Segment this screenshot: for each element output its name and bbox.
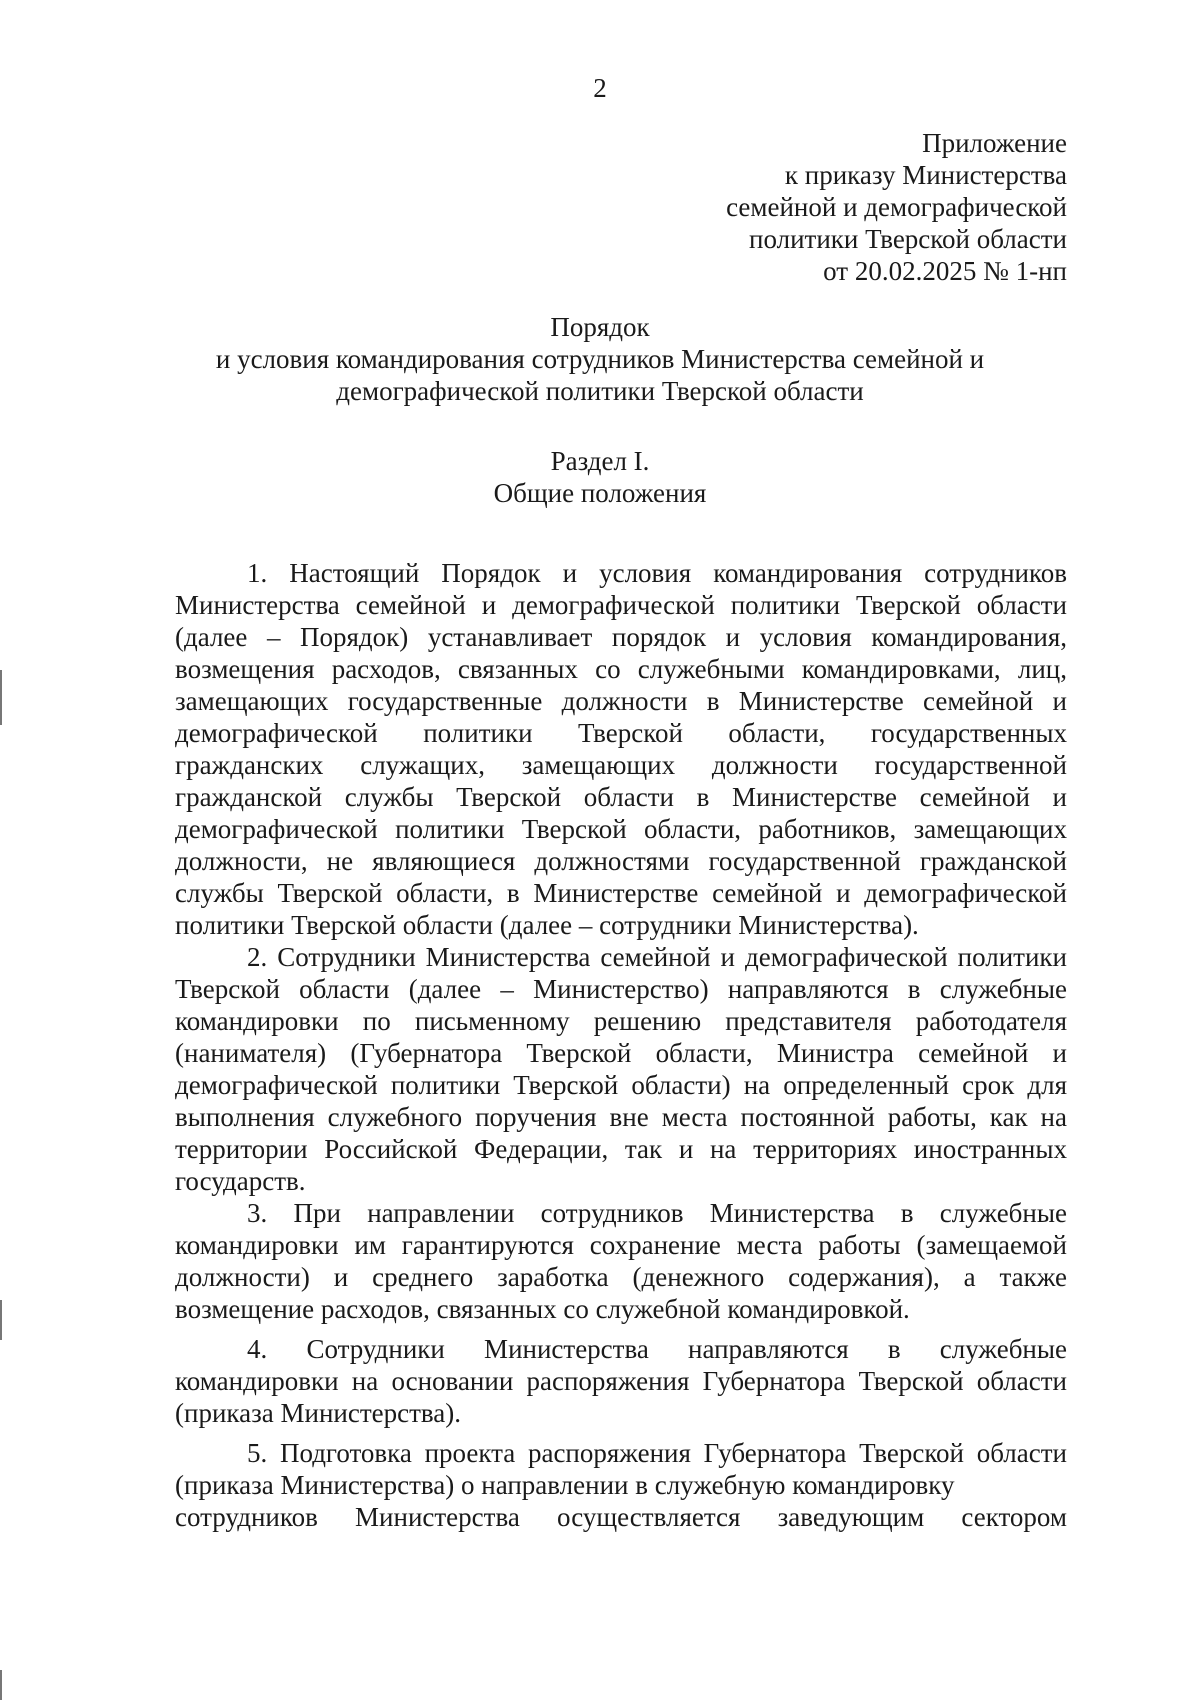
scan-edge-mark	[0, 1670, 2, 1700]
paragraph-3: 3. При направлении сотрудников Министерства в служебные командировки им гарантируются сохранение места работы (замещаемой должности) и среднего заработка (денежного содержания), а также возмещение расходов, связанных со служебной командировкой.	[175, 1198, 1067, 1324]
paragraph-5: 5. Подготовка проекта распоряжения Губернатора Тверской области (приказа Министерства) о направлении в служебную командировку	[175, 1438, 1067, 1500]
section-name: Общие положения	[493, 478, 707, 508]
scan-edge-mark	[0, 1300, 2, 1340]
page-number: 2	[593, 73, 607, 103]
word: сектором	[961, 1502, 1067, 1532]
paragraph-5-continuation	[175, 1501, 1067, 1533]
paragraph-2: 2. Сотрудники Министерства семейной и демографической политики Тверской области (далее – Министерство) направляются в служебные командировки по письменному решению представителя работодателя (нанимателя) (Губернатора Тверской области, Министра семейной и демографической политики Тверской области) на определенный срок для выполнения служебного поручения вне места постоянной работы, как на территории Российской Федерации, так и на территориях иностранных государств.	[175, 942, 1067, 1196]
word: заведующим	[777, 1502, 925, 1532]
appendix-line: политики Тверской области	[749, 224, 1067, 254]
appendix-line: от 20.02.2025 № 1-нп	[823, 256, 1067, 286]
title-line: демографической политики Тверской области	[336, 376, 864, 406]
paragraph-4: 4. Сотрудники Министерства направляются в служебные командировки на основании распоряжения Губернатора Тверской области (приказа Министерства).	[175, 1334, 1067, 1428]
word: сотрудников	[175, 1502, 318, 1532]
appendix-line: Приложение	[922, 128, 1067, 158]
paragraph-1: 1. Настоящий Порядок и условия командирования сотрудников Министерства семейной и демографической политики Тверской области (далее – Порядок) устанавливает порядок и условия командирования, возмещения расходов, связанных со служебными командировками, лиц, замещающих государственные должности в Министерстве семейной и демографической политики Тверской области, государственных гражданских служащих, замещающих должности государственной гражданской службы Тверской области в Министерстве семейной и демографической политики Тверской области, работников, замещающих должности, не являющиеся должностями государственной гражданской службы Тверской области, в Министерстве семейной и демографической политики Тверской области (далее – сотрудники Министерства).	[175, 558, 1067, 940]
document-title	[0, 311, 1200, 407]
appendix-line: к приказу Министерства	[784, 160, 1067, 190]
word: осуществляется	[557, 1502, 741, 1532]
section-heading	[0, 445, 1200, 509]
body-text	[175, 557, 1067, 1533]
appendix-block	[726, 127, 1067, 287]
title-line: и условия командирования сотрудников Министерства семейной и	[215, 344, 985, 374]
title-line: Порядок	[550, 312, 650, 342]
scan-edge-mark	[0, 670, 2, 725]
word: Министерства	[355, 1502, 520, 1532]
appendix-line: семейной и демографической	[726, 192, 1067, 222]
section-number: Раздел I.	[550, 446, 650, 476]
